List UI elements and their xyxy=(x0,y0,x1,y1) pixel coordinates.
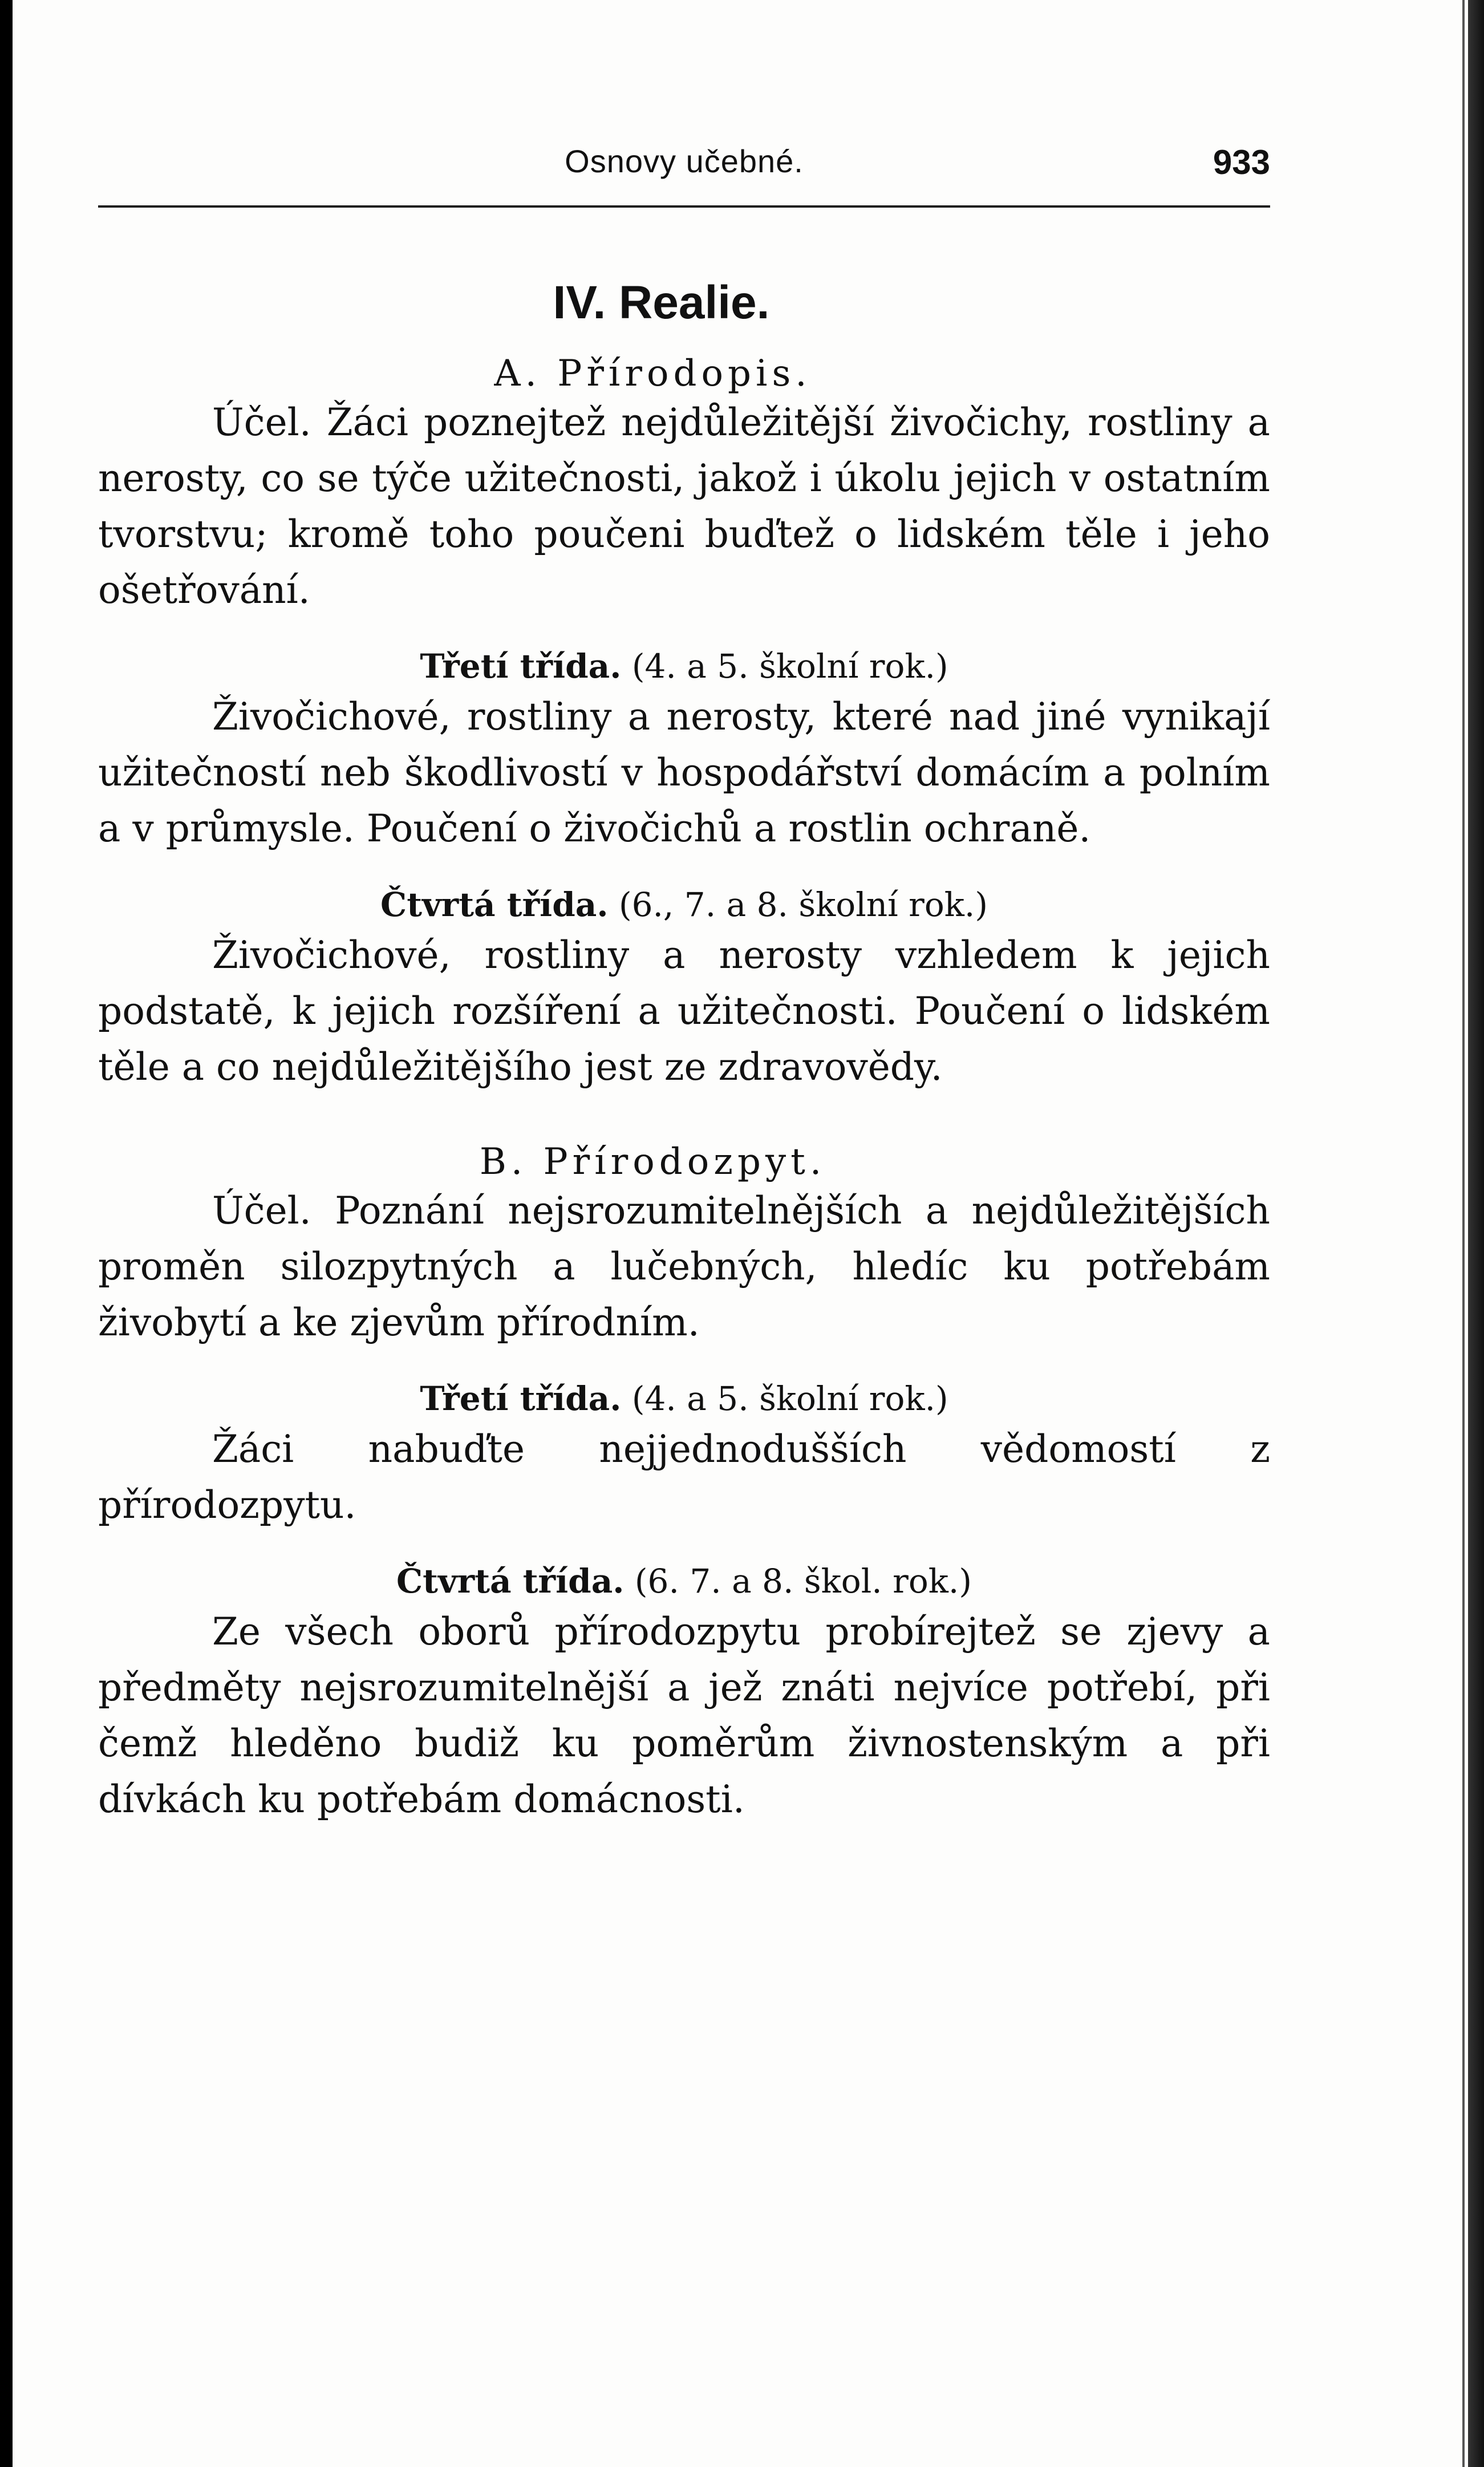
part-b-heading: B. Přírodozpyt. xyxy=(479,1141,826,1183)
part-a-grade-4-text: Živočichové, rostliny a nerosty vzhledem k jejich podstatě, k jejich rozšíření a užitečnosti. Poučení o lidském těle a co nejdůležitějšího jest ze zdravovědy. xyxy=(98,933,1270,1089)
part-b-grade-4-heading xyxy=(98,1562,1270,1601)
part-b-grade-3-heading xyxy=(98,1379,1270,1418)
left-page-edge xyxy=(0,0,13,2467)
grade-name: Třetí třída. xyxy=(420,1379,622,1418)
page-content xyxy=(98,143,1270,1828)
grade-name: Čtvrtá třída. xyxy=(396,1562,625,1601)
section-title: IV. Realie. xyxy=(553,277,770,329)
part-b-grade-4-text: Ze všech oborů přírodozpytu probírejtež se zjevy a předměty nejsrozumitelnější a jež znáti nejvíce potřebí, při čemž hleděno budiž ku poměrům živnostenským a při dívkách ku potřebám domácnosti. xyxy=(98,1610,1270,1821)
part-a-grade-3-heading xyxy=(98,647,1270,686)
grade-years: (4. a 5. školní rok.) xyxy=(631,647,948,686)
part-a-grade-3-text: Živočichové, rostliny a nerosty, které nad jiné vynikají užitečností neb škodlivostí v hospodářství domácím a polním a v průmysle. Poučení o živočichů a rostlin ochraně. xyxy=(98,695,1270,850)
right-page-edge xyxy=(1468,0,1484,2467)
part-b-purpose xyxy=(98,1183,1270,1351)
header-rule xyxy=(98,205,1270,208)
grade-name: Čtvrtá třída. xyxy=(380,885,609,924)
grade-name: Třetí třída. xyxy=(420,647,622,686)
running-header xyxy=(98,143,1270,188)
part-a-purpose-label: Účel. xyxy=(212,400,311,444)
spacer xyxy=(98,1095,1270,1118)
part-a-grade-4-heading xyxy=(98,885,1270,924)
part-b-grade-3-text: Žáci nabuďte nejjednodušších vědomostí z přírodozpytu. xyxy=(98,1427,1270,1527)
part-b-purpose-label: Účel. xyxy=(212,1189,311,1233)
grade-years: (6. 7. a 8. škol. rok.) xyxy=(634,1562,972,1601)
part-a-purpose xyxy=(98,395,1270,618)
page-number: 933 xyxy=(1213,143,1270,181)
grade-years: (6., 7. a 8. školní rok.) xyxy=(618,885,988,924)
part-a-heading: A. Přírodopis. xyxy=(494,353,812,395)
grade-years: (4. a 5. školní rok.) xyxy=(631,1379,948,1418)
right-edge-line xyxy=(1462,0,1465,2467)
part-a-purpose-text: Žáci poznejtež nejdůležitější živočichy, rostliny a nerosty, co se týče užitečnosti, jakož i úkolu jejich v ostatním tvorstvu; kromě toho poučeni buďtež o lidském těle i jeho ošetřování. xyxy=(98,400,1271,612)
part-b-purpose-text: Poznání nejsrozumitelnějších a nejdůležitějších proměn silozpytných a lučebných, hledíc ku potřebám živobytí a ke zjevům přírodním. xyxy=(98,1189,1270,1344)
running-title: Osnovy učebné. xyxy=(565,143,804,179)
